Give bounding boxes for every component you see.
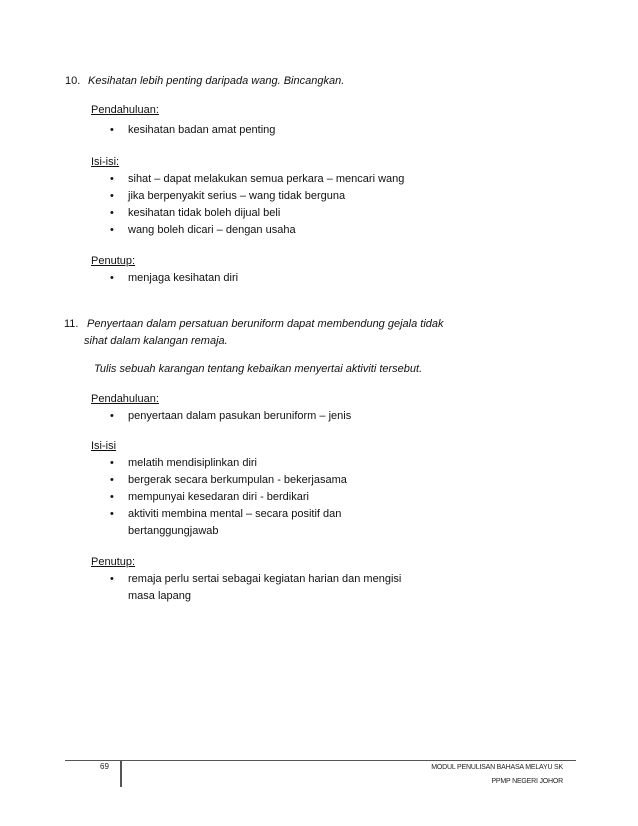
page-number: 69 [100, 762, 109, 771]
list-item-text: menjaga kesihatan diri [128, 272, 239, 284]
bullet-icon [110, 572, 114, 586]
question-text-line-1: Penyertaan dalam persatuan beruniform dapat membendung gejala tidak [87, 318, 444, 330]
pendahuluan-heading: Pendahuluan: [91, 393, 159, 405]
pendahuluan-heading: Pendahuluan: [91, 104, 159, 116]
bullet-icon [110, 172, 114, 186]
footer-organization: PPMP NEGERI JOHOR [491, 778, 563, 785]
list-item-text: melatih mendisiplinkan diri [128, 457, 258, 469]
penutup-heading: Penutup: [91, 255, 136, 267]
bullet-icon [110, 490, 114, 504]
bullet-icon [110, 123, 114, 137]
bullet-icon [110, 223, 114, 237]
question-number: 10. [65, 75, 81, 87]
list-item-text: remaja perlu sertai sebagai kegiatan harian dan mengisi [128, 573, 402, 585]
isi-heading: Isi-isi [91, 440, 117, 452]
list-item-text-continuation: bertanggungjawab [128, 525, 219, 537]
bullet-icon [110, 456, 114, 470]
list-item-text: kesihatan tidak boleh dijual beli [128, 207, 281, 219]
question-text-line-2: sihat dalam kalangan remaja. [84, 335, 228, 347]
penutup-heading: Penutup: [91, 556, 136, 568]
bullet-icon [110, 507, 114, 521]
footer-divider [120, 760, 122, 787]
footer-info [431, 761, 563, 789]
bullet-icon [110, 473, 114, 487]
bullet-icon [110, 409, 114, 423]
question-text: Kesihatan lebih penting daripada wang. Bincangkan. [88, 75, 345, 87]
list-item-text-continuation: masa lapang [128, 590, 191, 602]
list-item-text: bergerak secara berkumpulan - bekerjasama [128, 474, 347, 486]
question-number: 11. [64, 318, 79, 330]
list-item-text: kesihatan badan amat penting [128, 124, 276, 136]
list-item-text: wang boleh dicari – dengan usaha [128, 224, 296, 236]
list-item-text: sihat – dapat melakukan semua perkara – mencari wang [128, 173, 405, 185]
list-item-text: aktiviti membina mental – secara positif dan [128, 508, 342, 520]
footer-module-title: MODUL PENULISAN BAHASA MELAYU SK [431, 764, 563, 771]
list-item-text: penyertaan dalam pasukan beruniform – jenis [128, 410, 352, 422]
bullet-icon [110, 206, 114, 220]
bullet-icon [110, 189, 114, 203]
list-item-text: mempunyai kesedaran diri - berdikari [128, 491, 309, 503]
list-item-text: jika berpenyakit serius – wang tidak berguna [128, 190, 346, 202]
isi-heading: Isi-isi: [91, 156, 120, 168]
bullet-icon [110, 271, 114, 285]
question-instruction: Tulis sebuah karangan tentang kebaikan menyertai aktiviti tersebut. [94, 363, 423, 375]
